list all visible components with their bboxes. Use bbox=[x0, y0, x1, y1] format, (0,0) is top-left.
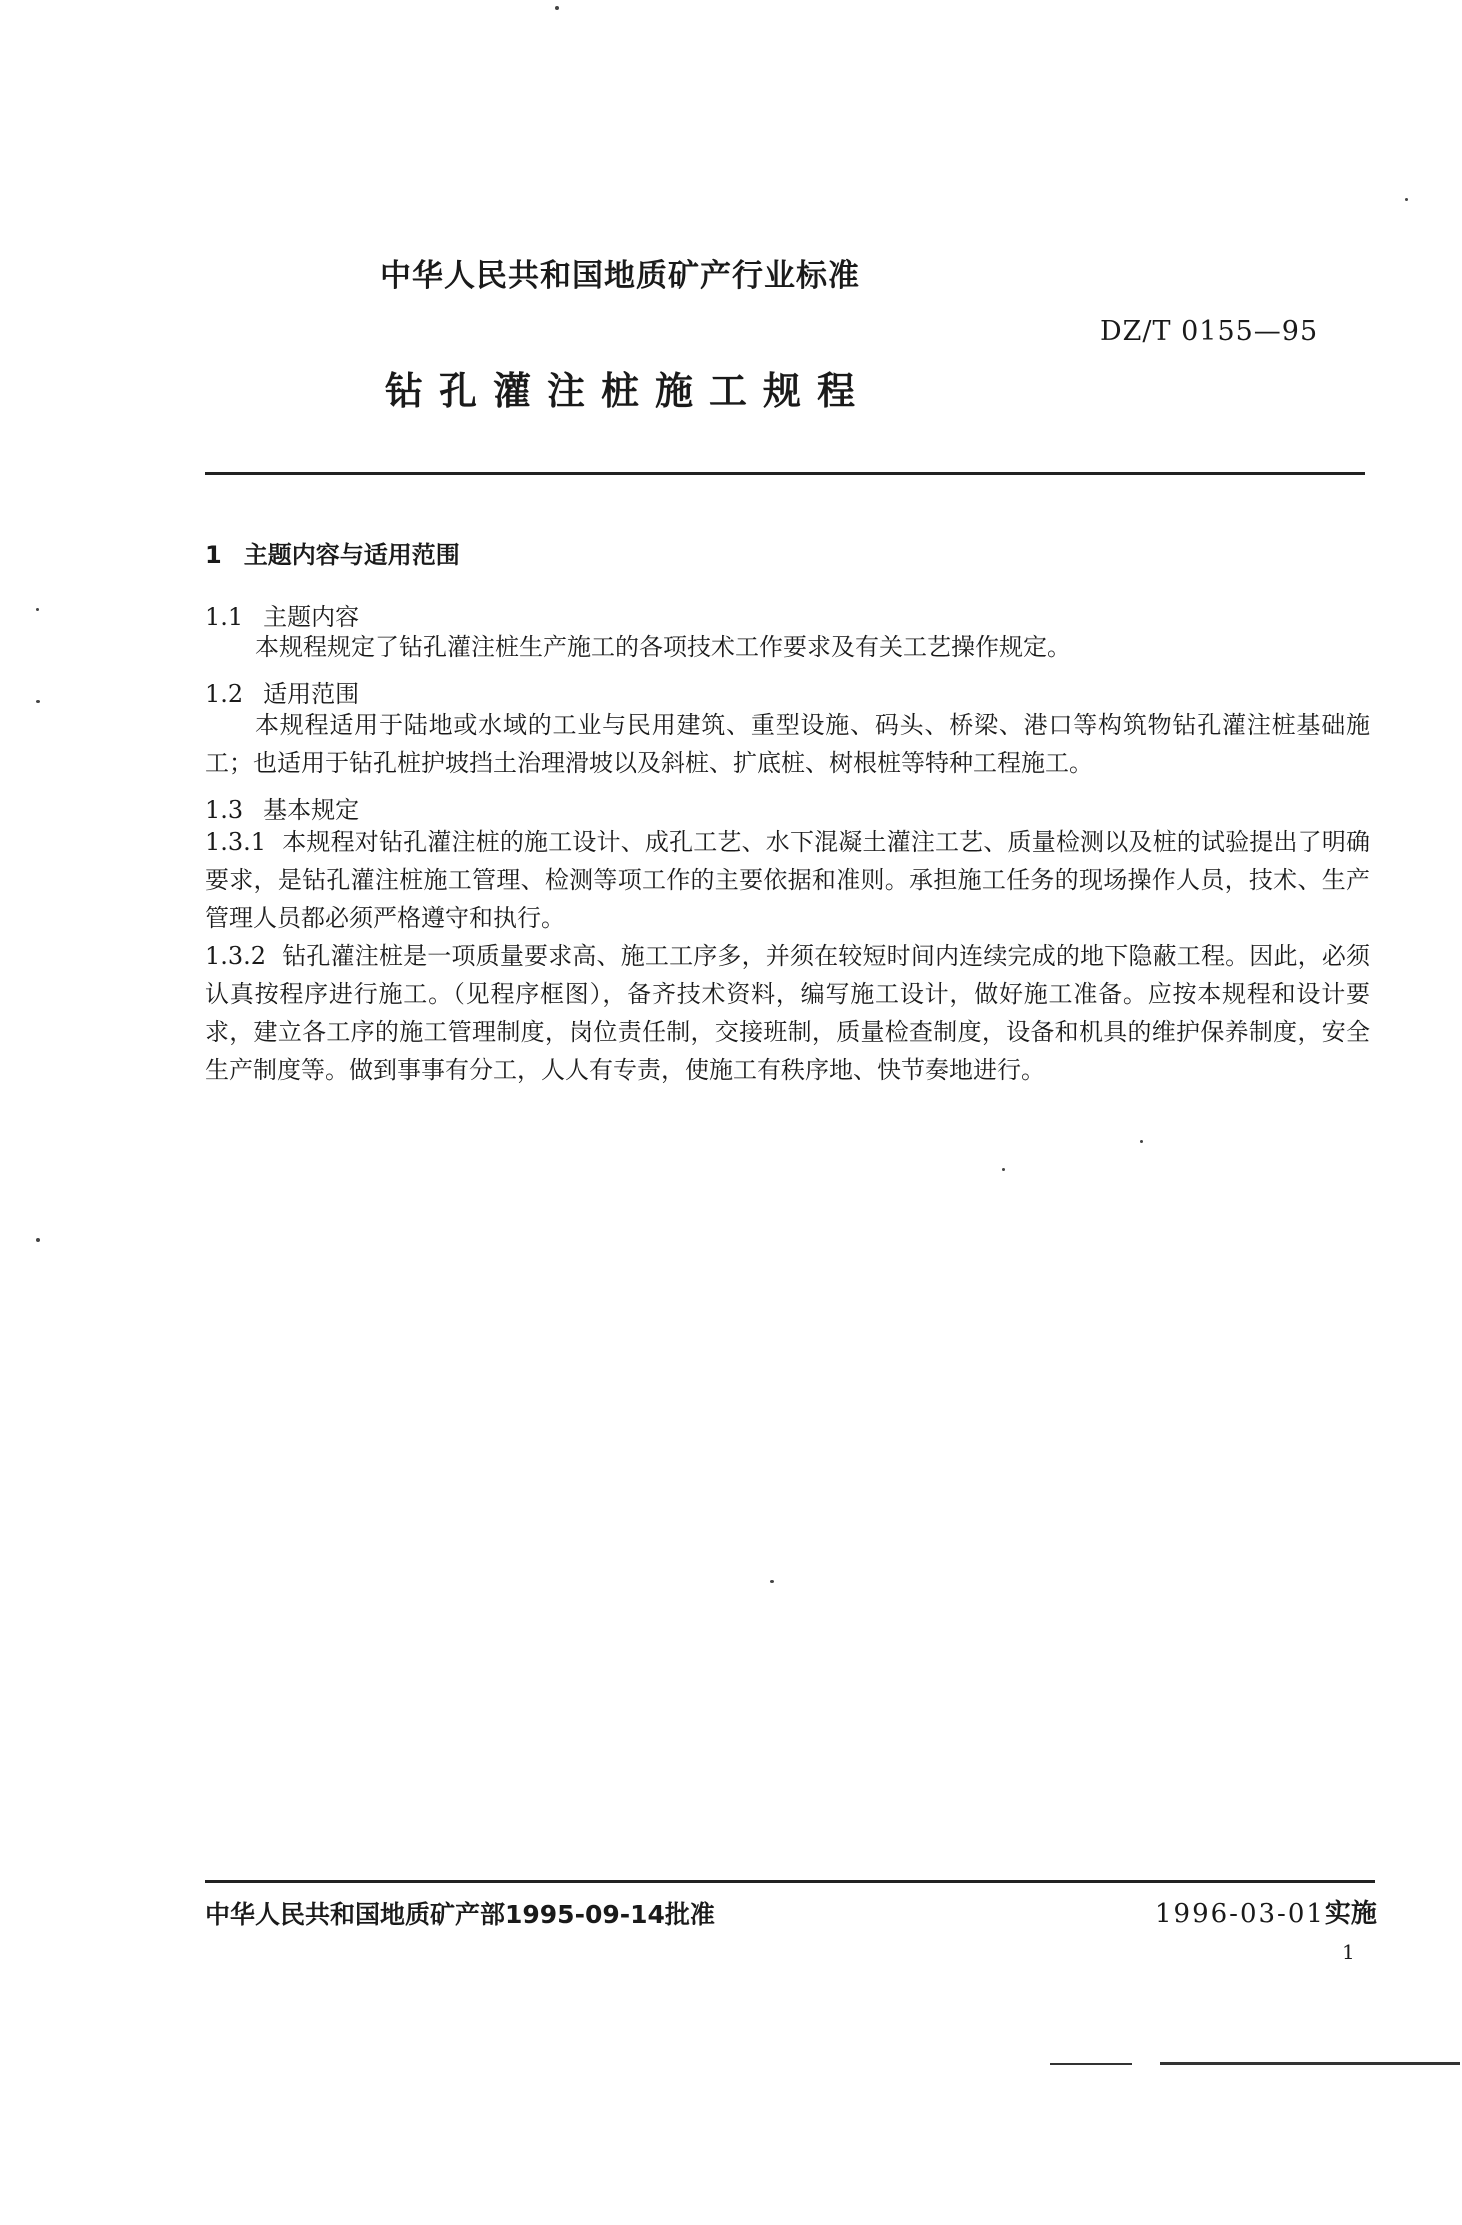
effective-statement bbox=[1155, 1893, 1377, 1930]
effective-label: 实施 bbox=[1324, 1899, 1377, 1929]
effective-date: 1996-03-01 bbox=[1155, 1899, 1325, 1929]
scan-speck bbox=[36, 1238, 40, 1242]
scan-speck bbox=[1002, 1168, 1005, 1171]
scan-speck bbox=[36, 608, 39, 611]
section-title: 基本规定 bbox=[263, 796, 360, 824]
section-number: 1 bbox=[205, 541, 222, 569]
section-1-2-text: 本规程适用于陆地或水域的工业与民用建筑、重型设施、码头、桥梁、港口等构筑物钻孔灌注桩基础施工；也适用于钻孔桩护坡挡土治理滑坡以及斜桩、扩底桩、树根桩等特种工程施工。 bbox=[205, 711, 1370, 777]
section-1-3-heading bbox=[205, 790, 359, 825]
scan-speck bbox=[36, 700, 40, 703]
section-1-heading bbox=[205, 535, 460, 570]
section-number: 1.2 bbox=[205, 680, 244, 708]
scan-speck bbox=[1405, 198, 1408, 201]
section-title: 主题内容 bbox=[263, 603, 360, 631]
section-number: 1.3 bbox=[205, 796, 244, 824]
scan-speck bbox=[770, 1580, 774, 1583]
standard-code: DZ/T 0155—95 bbox=[1100, 316, 1319, 347]
clause-number: 1.3.1 bbox=[205, 828, 267, 856]
scan-dash bbox=[1160, 2062, 1460, 2065]
clause-number: 1.3.2 bbox=[205, 942, 267, 970]
scan-speck bbox=[1140, 1140, 1143, 1143]
section-title: 主题内容与适用范围 bbox=[243, 541, 460, 569]
clause-text: 钻孔灌注桩是一项质量要求高、施工工序多，并须在较短时间内连续完成的地下隐蔽工程。因此，必须认真按程序进行施工。（见程序框图），备齐技术资料，编写施工设计，做好施工准备。应按本规程和设计要求，建立各工序的施工管理制度，岗位责任制，交接班制，质量检查制度，设备和机具的维护保养制度，安全生产制度等。做到事事有分工，人人有专责，使施工有秩序地、快节奏地进行。 bbox=[205, 942, 1370, 1084]
ministry-standard-header: 中华人民共和国地质矿产行业标准 bbox=[380, 258, 860, 294]
top-divider bbox=[205, 472, 1365, 475]
scan-speck bbox=[555, 6, 559, 10]
section-1-3-1-paragraph bbox=[205, 823, 1370, 937]
section-title: 适用范围 bbox=[263, 680, 360, 708]
page-number: 1 bbox=[1342, 1940, 1355, 1964]
section-number: 1.1 bbox=[205, 603, 244, 631]
approval-statement: 中华人民共和国地质矿产部1995-09-14批准 bbox=[205, 1900, 715, 1929]
clause-text: 本规程对钻孔灌注桩的施工设计、成孔工艺、水下混凝土灌注工艺、质量检测以及桩的试验提出了明确要求，是钻孔灌注桩施工管理、检测等项工作的主要依据和准则。承担施工任务的现场操作人员，技术、生产管理人员都必须严格遵守和执行。 bbox=[205, 828, 1370, 932]
scan-dash bbox=[1050, 2063, 1132, 2065]
section-1-1-text: 本规程规定了钻孔灌注桩生产施工的各项技术工作要求及有关工艺操作规定。 bbox=[255, 633, 1071, 661]
section-1-3-2-paragraph bbox=[205, 937, 1370, 1089]
bottom-divider bbox=[205, 1880, 1375, 1883]
section-1-1-heading bbox=[205, 597, 359, 632]
document-title: 钻孔灌注桩施工规程 bbox=[385, 369, 872, 413]
section-1-2-heading bbox=[205, 674, 359, 709]
